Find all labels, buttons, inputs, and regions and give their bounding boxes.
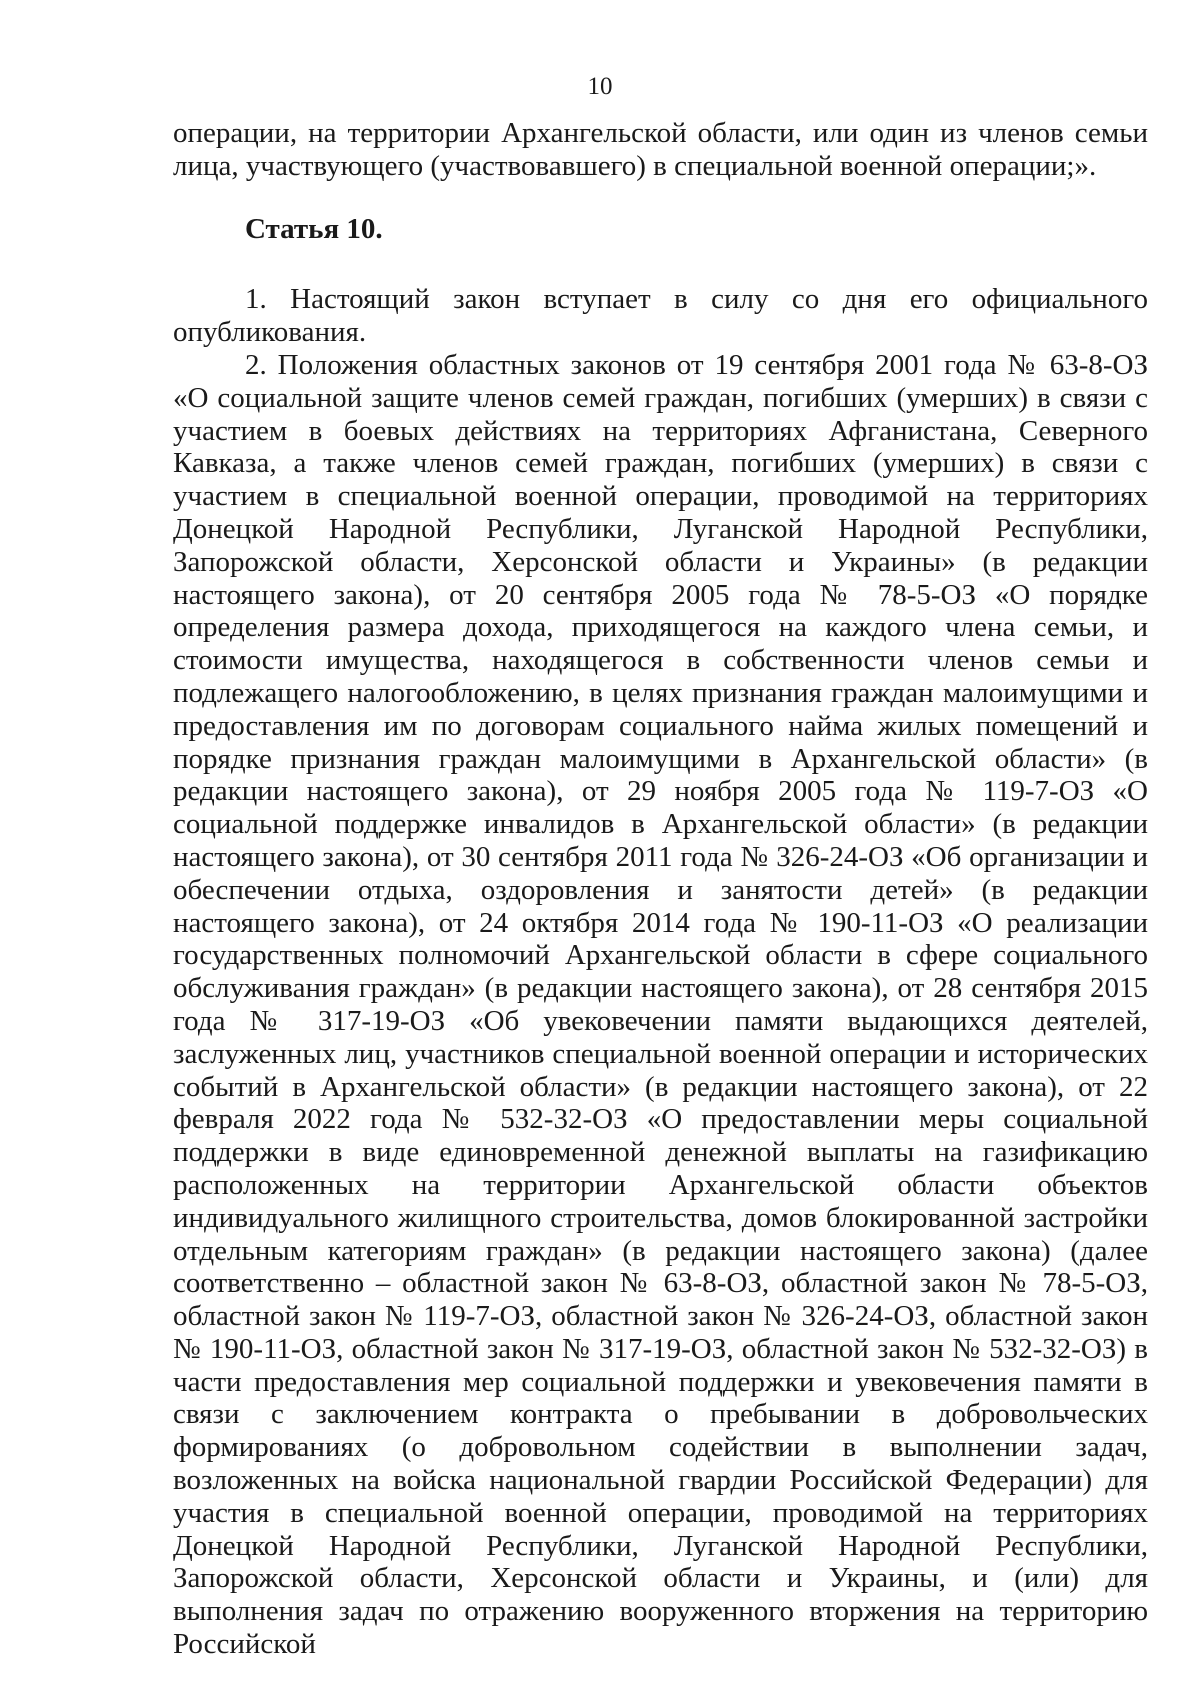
article-heading: Статья 10. (245, 212, 383, 245)
article-paragraph-1: 1. Настоящий закон вступает в силу со дня его официального опубликования. (173, 283, 1148, 349)
document-body (173, 117, 1148, 1661)
page-number: 10 (587, 73, 613, 100)
article-paragraph-2: 2. Положения областных законов от 19 сентября 2001 года № 63-8-ОЗ «О социальной защите членов семей граждан, погибших (умерших) в связи с участием в боевых действиях на территориях Афганистана, Северного Кавказа, а также членов семей граждан, погибших (умерших) в связи с участием в специальной военной операции, проводимой на территориях Донецкой Народной Республики, Луганской Народной Республики, Запорожской области, Херсонской области и Украины» (в редакции настоящего закона), от 20 сентября 2005 года № 78-5-ОЗ «О порядке определения размера дохода, приходящегося на каждого члена семьи, и стоимости имущества, находящегося в собственности членов семьи и подлежащего налогообложению, в целях признания граждан малоимущими и предоставления им по договорам социального найма жилых помещений и порядке признания граждан малоимущими в Архангельской области» (в редакции настоящего закона), от 29 ноября 2005 года № 119-7-ОЗ «О социальной поддержке инвалидов в Архангельской области» (в редакции настоящего закона), от 30 сентября 2011 года № 326-24-ОЗ «Об организации и обеспечении отдыха, оздоровления и занятости детей» (в редакции настоящего закона), от 24 октября 2014 года № 190-11-ОЗ «О реализации государственных полномочий Архангельской области в сфере социального обслуживания граждан» (в редакции настоящего закона), от 28 сентября 2015 года № 317-19-ОЗ «Об увековечении памяти выдающихся деятелей, заслуженных лиц, участников специальной военной операции и исторических событий в Архангельской области» (в редакции настоящего закона), от 22 февраля 2022 года № 532-32-ОЗ «О предоставлении меры социальной поддержки в виде единовременной денежной выплаты на газификацию расположенных на территории Архангельской области объектов индивидуального жилищного строительства, домов блокированной застройки отдельным категориям граждан» (в редакции настоящего закона) (далее соответственно – областной закон № 63-8-ОЗ, областной закон № 78-5-ОЗ, областной закон № 119-7-ОЗ, областной закон № 326-24-ОЗ, областной закон № 190-11-ОЗ, областной закон № 317-19-ОЗ, областной закон № 532-32-ОЗ) в части предоставления мер социальной поддержки и увековечения памяти в связи с заключением контракта о пребывании в добровольческих формированиях (о добровольном содействии в выполнении задач, возложенных на войска национальной гвардии Российской Федерации) для участия в специальной военной операции, проводимой на территориях Донецкой Народной Республики, Луганской Народной Республики, Запорожской области, Херсонской области и Украины, и (или) для выполнения задач по отражению вооруженного вторжения на территорию Российской (173, 348, 1148, 1661)
continuation-paragraph: операции, на территории Архангельской области, или один из членов семьи лица, участвующего (участвовавшего) в специальной военной операции;». (173, 117, 1148, 182)
